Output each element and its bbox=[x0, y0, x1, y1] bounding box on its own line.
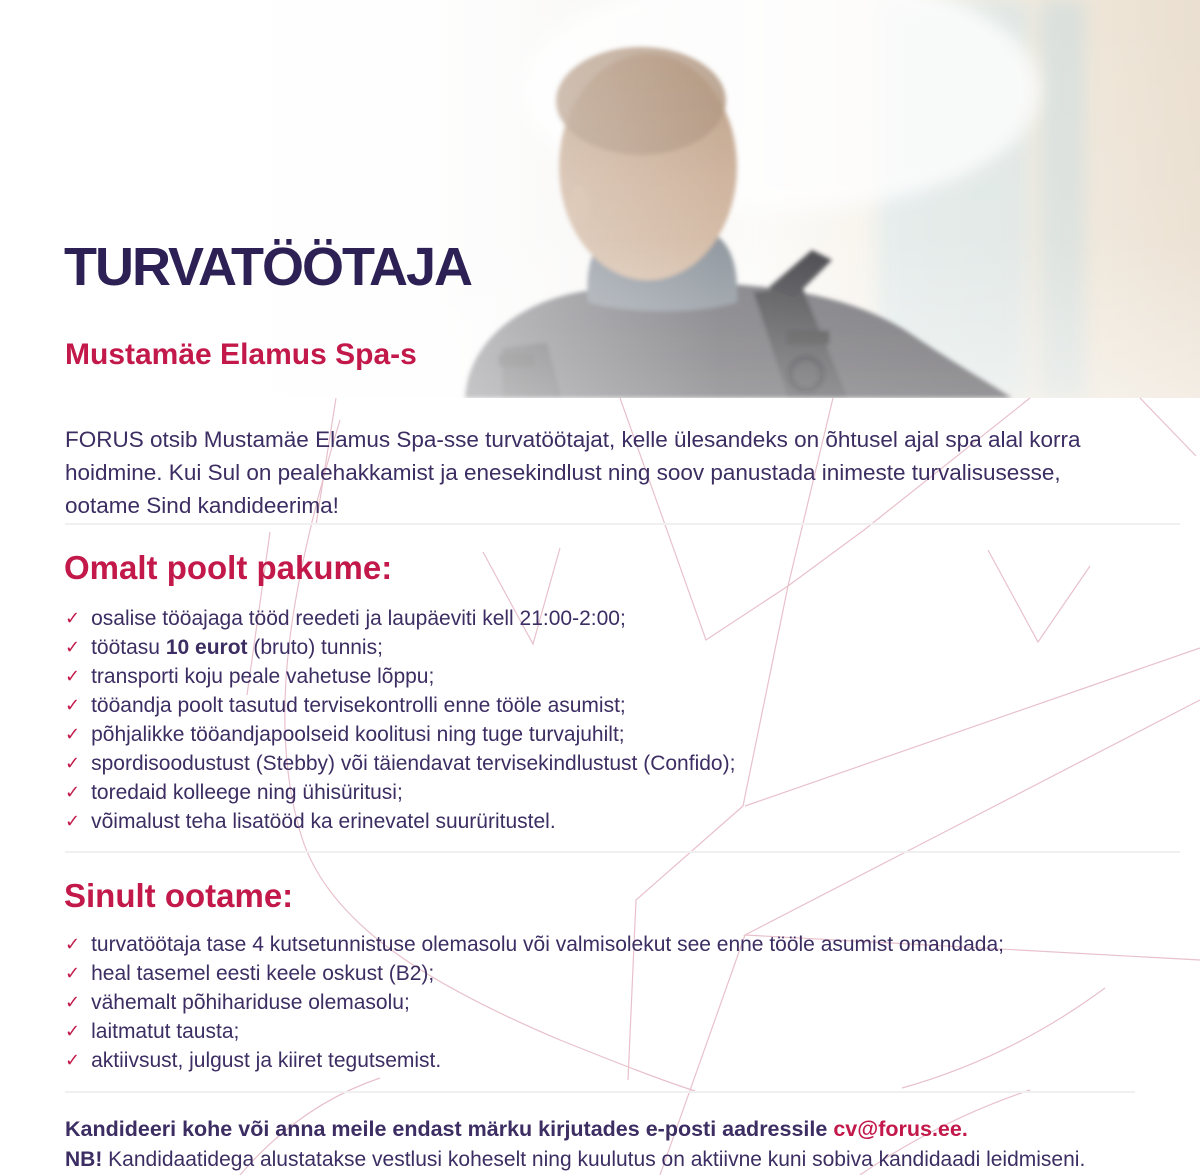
list-item-text: tööandja poolt tasutud tervisekontrolli enne tööle asumist; bbox=[91, 694, 626, 717]
list-item bbox=[65, 1049, 1004, 1078]
checkmark-icon: ✓ bbox=[65, 811, 81, 831]
note-line bbox=[65, 1148, 1085, 1172]
list-item-text: spordisoodustust (Stebby) või täiendavat tervisekindlustust (Confido); bbox=[91, 752, 736, 775]
list-item-text: aktiivsust, julgust ja kiiret tegutsemist. bbox=[91, 1049, 442, 1072]
section-divider bbox=[65, 523, 1180, 525]
section-heading-expect: Sinult ootame: bbox=[64, 877, 294, 914]
list-item bbox=[65, 694, 735, 723]
list-item bbox=[65, 665, 735, 694]
note-nb-label: NB! bbox=[65, 1148, 103, 1171]
list-item-text: transporti koju peale vahetuse lõppu; bbox=[91, 665, 435, 688]
email-link[interactable]: cv@forus.ee. bbox=[833, 1117, 968, 1141]
expect-list bbox=[65, 933, 1004, 1078]
list-item-text: vähemalt põhihariduse olemasolu; bbox=[91, 991, 410, 1014]
offer-list bbox=[65, 607, 735, 839]
section-heading-offer: Omalt poolt pakume: bbox=[64, 549, 393, 586]
page-subtitle: Mustamäe Elamus Spa-s bbox=[65, 338, 417, 371]
intro-line: FORUS otsib Mustamäe Elamus Spa-sse turvatöötajat, kelle ülesandeks on õhtusel ajal spa alal korra bbox=[65, 427, 1081, 452]
checkmark-icon: ✓ bbox=[65, 782, 81, 802]
page-title: TURVATÖÖTAJA bbox=[64, 237, 471, 297]
list-item bbox=[65, 636, 735, 665]
list-item-text: heal tasemel eesti keele oskust (B2); bbox=[91, 962, 435, 985]
apply-text: Kandideeri kohe või anna meile endast märku kirjutades e-posti aadressile bbox=[65, 1117, 834, 1141]
checkmark-icon: ✓ bbox=[65, 695, 81, 715]
list-item bbox=[65, 607, 735, 636]
checkmark-icon: ✓ bbox=[65, 1050, 81, 1070]
list-item bbox=[65, 962, 1004, 991]
checkmark-icon: ✓ bbox=[65, 637, 81, 657]
checkmark-icon: ✓ bbox=[65, 666, 81, 686]
list-item-text: toredaid kolleege ning ühisüritusi; bbox=[91, 781, 403, 804]
checkmark-icon: ✓ bbox=[65, 724, 81, 744]
list-item bbox=[65, 810, 735, 839]
list-item-text: osalise tööajaga tööd reedeti ja laupäeviti kell 21:00-2:00; bbox=[91, 607, 626, 630]
note-text: Kandidaatidega alustatakse vestlusi koheselt ning kuulutus on aktiivne kuni sobiva kandidaadi leidmiseni. bbox=[102, 1148, 1086, 1171]
list-item-text: põhjalikke tööandjapoolseid koolitusi ning tuge turvajuhilt; bbox=[91, 723, 625, 746]
list-item bbox=[65, 781, 735, 810]
footer-divider bbox=[65, 1091, 1135, 1093]
checkmark-icon: ✓ bbox=[65, 753, 81, 773]
section-divider bbox=[65, 851, 1180, 853]
list-item bbox=[65, 991, 1004, 1020]
checkmark-icon: ✓ bbox=[65, 608, 81, 628]
apply-instruction bbox=[65, 1117, 968, 1142]
intro-paragraph bbox=[65, 423, 1155, 522]
list-item-text: laitmatut tausta; bbox=[91, 1020, 240, 1043]
list-item-text: töötasu 10 eurot (bruto) tunnis; bbox=[91, 636, 383, 659]
checkmark-icon: ✓ bbox=[65, 934, 81, 954]
checkmark-icon: ✓ bbox=[65, 963, 81, 983]
list-item bbox=[65, 933, 1004, 962]
list-item-text: turvatöötaja tase 4 kutsetunnistuse olemasolu või valmisolekut see enne tööle asumist omandada; bbox=[91, 933, 1004, 956]
list-item bbox=[65, 752, 735, 781]
intro-line: ootame Sind kandideerima! bbox=[65, 493, 339, 518]
list-item bbox=[65, 1020, 1004, 1049]
list-item-text: võimalust teha lisatööd ka erinevatel suurüritustel. bbox=[91, 810, 556, 833]
checkmark-icon: ✓ bbox=[65, 1021, 81, 1041]
list-item bbox=[65, 723, 735, 752]
checkmark-icon: ✓ bbox=[65, 992, 81, 1012]
intro-line: hoidmine. Kui Sul on pealehakkamist ja enesekindlust ning soov panustada inimeste turvalisusesse, bbox=[65, 460, 1061, 485]
